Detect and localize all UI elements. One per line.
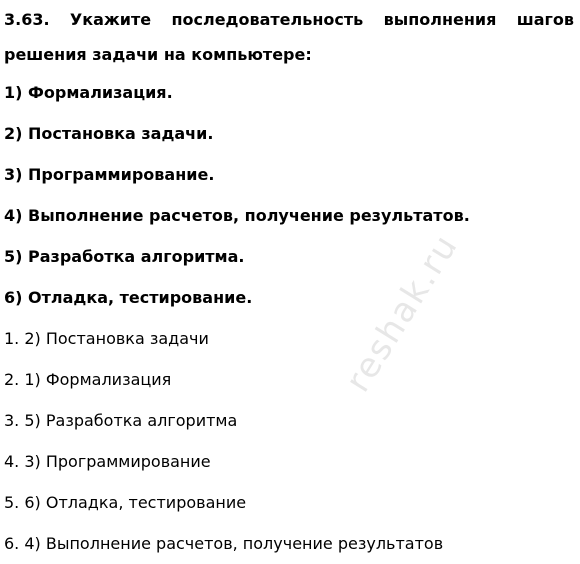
option-item: 6) Отладка, тестирование.	[4, 288, 253, 307]
option-item: 3) Программирование.	[4, 165, 215, 184]
answer-item: 3. 5) Разработка алгоритма	[4, 411, 238, 430]
question-line-2: решения задачи на компьютере:	[4, 45, 312, 64]
watermark: reshak.ru	[338, 226, 467, 400]
question-line-1: 3.63. Укажите последовательность выполнения шагов	[4, 10, 574, 29]
answer-item: 6. 4) Выполнение расчетов, получение результатов	[4, 534, 444, 553]
option-item: 4) Выполнение расчетов, получение результатов.	[4, 206, 470, 225]
option-item: 5) Разработка алгоритма.	[4, 247, 245, 266]
option-item: 1) Формализация.	[4, 83, 173, 102]
answer-item: 5. 6) Отладка, тестирование	[4, 493, 247, 512]
answer-item: 4. 3) Программирование	[4, 452, 211, 471]
answer-item: 2. 1) Формализация	[4, 370, 172, 389]
option-item: 2) Постановка задачи.	[4, 124, 214, 143]
answer-list	[4, 318, 576, 564]
answer-item: 1. 2) Постановка задачи	[4, 329, 209, 348]
question-text	[4, 2, 574, 72]
options-list	[4, 72, 576, 318]
